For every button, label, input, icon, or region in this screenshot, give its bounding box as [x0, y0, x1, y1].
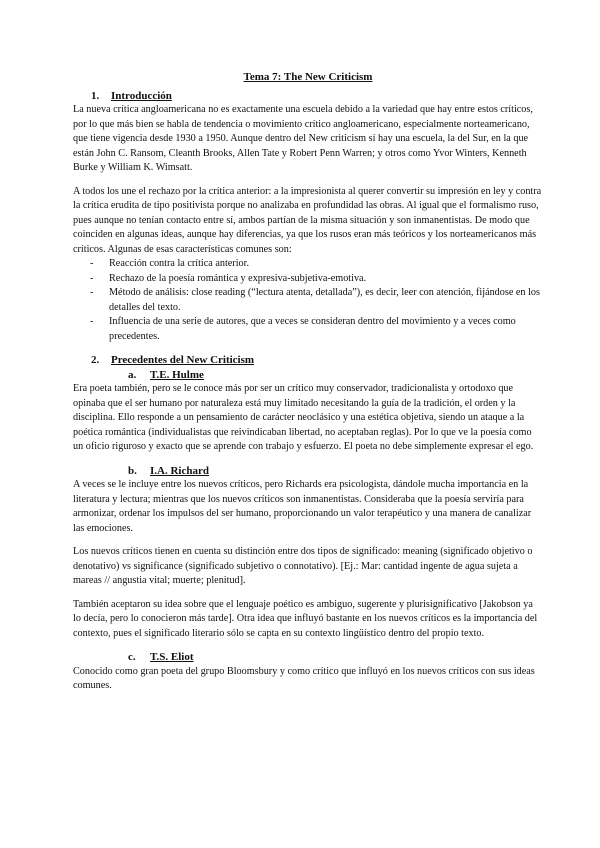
eliot-paragraph: Conocido como gran poeta del grupo Bloomsbury y como crítico que influyó en los nuevos críticos con sus ideas comunes.: [73, 665, 535, 691]
dash-bullet: -: [90, 316, 94, 327]
dash-bullet: -: [90, 258, 94, 269]
subsection-c-heading: [73, 650, 543, 665]
richards-paragraph-2: Los nuevos críticos tienen en cuenta su distinción entre dos tipos de significado: meaning (significado objetivo o denotativo) vs significance (significado subjetivo o connotativo). [Ej.: Mar: cantidad ingente de agua sujeta a mareas // angustia vital; muerte; plenitud].: [73, 546, 533, 586]
document-page: [73, 70, 543, 694]
subsection-c-number: c.: [128, 651, 136, 663]
list-item: - Rechazo de la poesía romántica y expresiva-subjetiva-emotiva.: [73, 272, 543, 287]
intro-paragraph-1: La nueva crítica angloamericana no es exactamente una escuela debido a la variedad que hay entre estos críticos, por lo que más bien se habla de tendencia o movimiento crítico angloamericano, especialmente norteamericano, que tiene vigencia desde 1930 a 1950. Aunque dentro del New criticism sí hay una escuela, la del Sur, en la que están John C. Ransom, Cleanth Brooks, Allen Tate y Robert Penn Warren; y otros como Yvor Winters, Kenneth Burke y William K. Wimsatt.: [73, 104, 533, 173]
section-2-number: 2.: [91, 354, 100, 366]
subsection-b-title: I.A. Richard: [150, 464, 209, 477]
characteristics-list: [73, 257, 543, 344]
subsection-b-heading: [73, 464, 543, 479]
section-1-title: Introducción: [111, 89, 172, 102]
dash-bullet: -: [90, 272, 94, 284]
richards-paragraph-1: A veces se le incluye entre los nuevos críticos, pero Richards era psicologista, dándole mucha importancia en la literatura y lectura; mientras que los nuevos críticos son inmanentistas. Consideraba que la poesía serviría para armonizar, ordenar los impulsos del ser humano, proporcionando un valor terapéutico y una manera de canalizar las emociones.: [73, 479, 532, 534]
section-2-title: Precedentes del New Criticism: [111, 354, 255, 366]
section-1-heading: [73, 89, 543, 104]
section-1-number: 1.: [91, 89, 100, 102]
list-item: - Influencia de una serie de autores, que a veces se consideran dentro del movimiento y a veces como precedentes.: [73, 315, 543, 344]
subsection-b-number: b.: [128, 464, 137, 477]
dash-bullet: -: [90, 287, 94, 298]
subsection-c-title: T.S. Eliot: [150, 651, 194, 663]
intro-paragraph-2: A todos los une el rechazo por la crítica anterior: a la impresionista al querer convertir su impresión en ley y contra la crítica erudita de tipo positivista porque no analizaba en profundidad las obras. Al igual que el formalismo ruso, pues aunque no tenían contacto entre sí, ambos partían de la misma situación y son inmanentistas. De modo que coinciden en algunas ideas, aunque hay diferencias, ya que los rusos eran más teóricos y los norteamericanos más críticos. Algunas de esas características comunes son:: [73, 185, 542, 255]
hulme-paragraph: Era poeta también, pero se le conoce más por ser un crítico muy conservador, tradicionalista y ortodoxo que opinaba que el ser humano por naturaleza está muy limitado necesitando la guía de la tradición, el orden y la disciplina. Ello responde a un pensamiento de carácter neoclásico y una estética objetiva, siendo un ataque a la poética romántica (individualistas que reivindicaban libertad, no aceptaban reglas). Por lo que ve la poesía como un oficio riguroso y exacto que se aprende con trabajo y esfuerzo. El poeta no debe simplemente expresar el ego.: [73, 383, 534, 452]
richards-paragraph-3: También aceptaron su idea sobre que el lenguaje poético es ambiguo, sugerente y plurisignificativo [Jakobson ya lo decía, pero lo conocieron más tarde]. Otra idea que influyó bastante en los nuevos críticos es la importancia del contexto, pues el significado literario sólo se capta en su contexto lingüístico dentro del propio texto.: [73, 598, 538, 639]
subsection-a-title: T.E. Hulme: [150, 368, 204, 381]
section-2-heading: [73, 353, 543, 368]
document-title: Tema 7: The New Criticism: [243, 71, 373, 83]
list-item: - Reacción contra la crítica anterior.: [73, 257, 543, 272]
subsection-a-number: a.: [128, 368, 137, 381]
list-item: - Método de análisis: close reading (“lectura atenta, detallada”), es decir, leer con atención, fijándose en los detalles del texto.: [73, 286, 543, 315]
subsection-a-heading: [73, 368, 543, 383]
